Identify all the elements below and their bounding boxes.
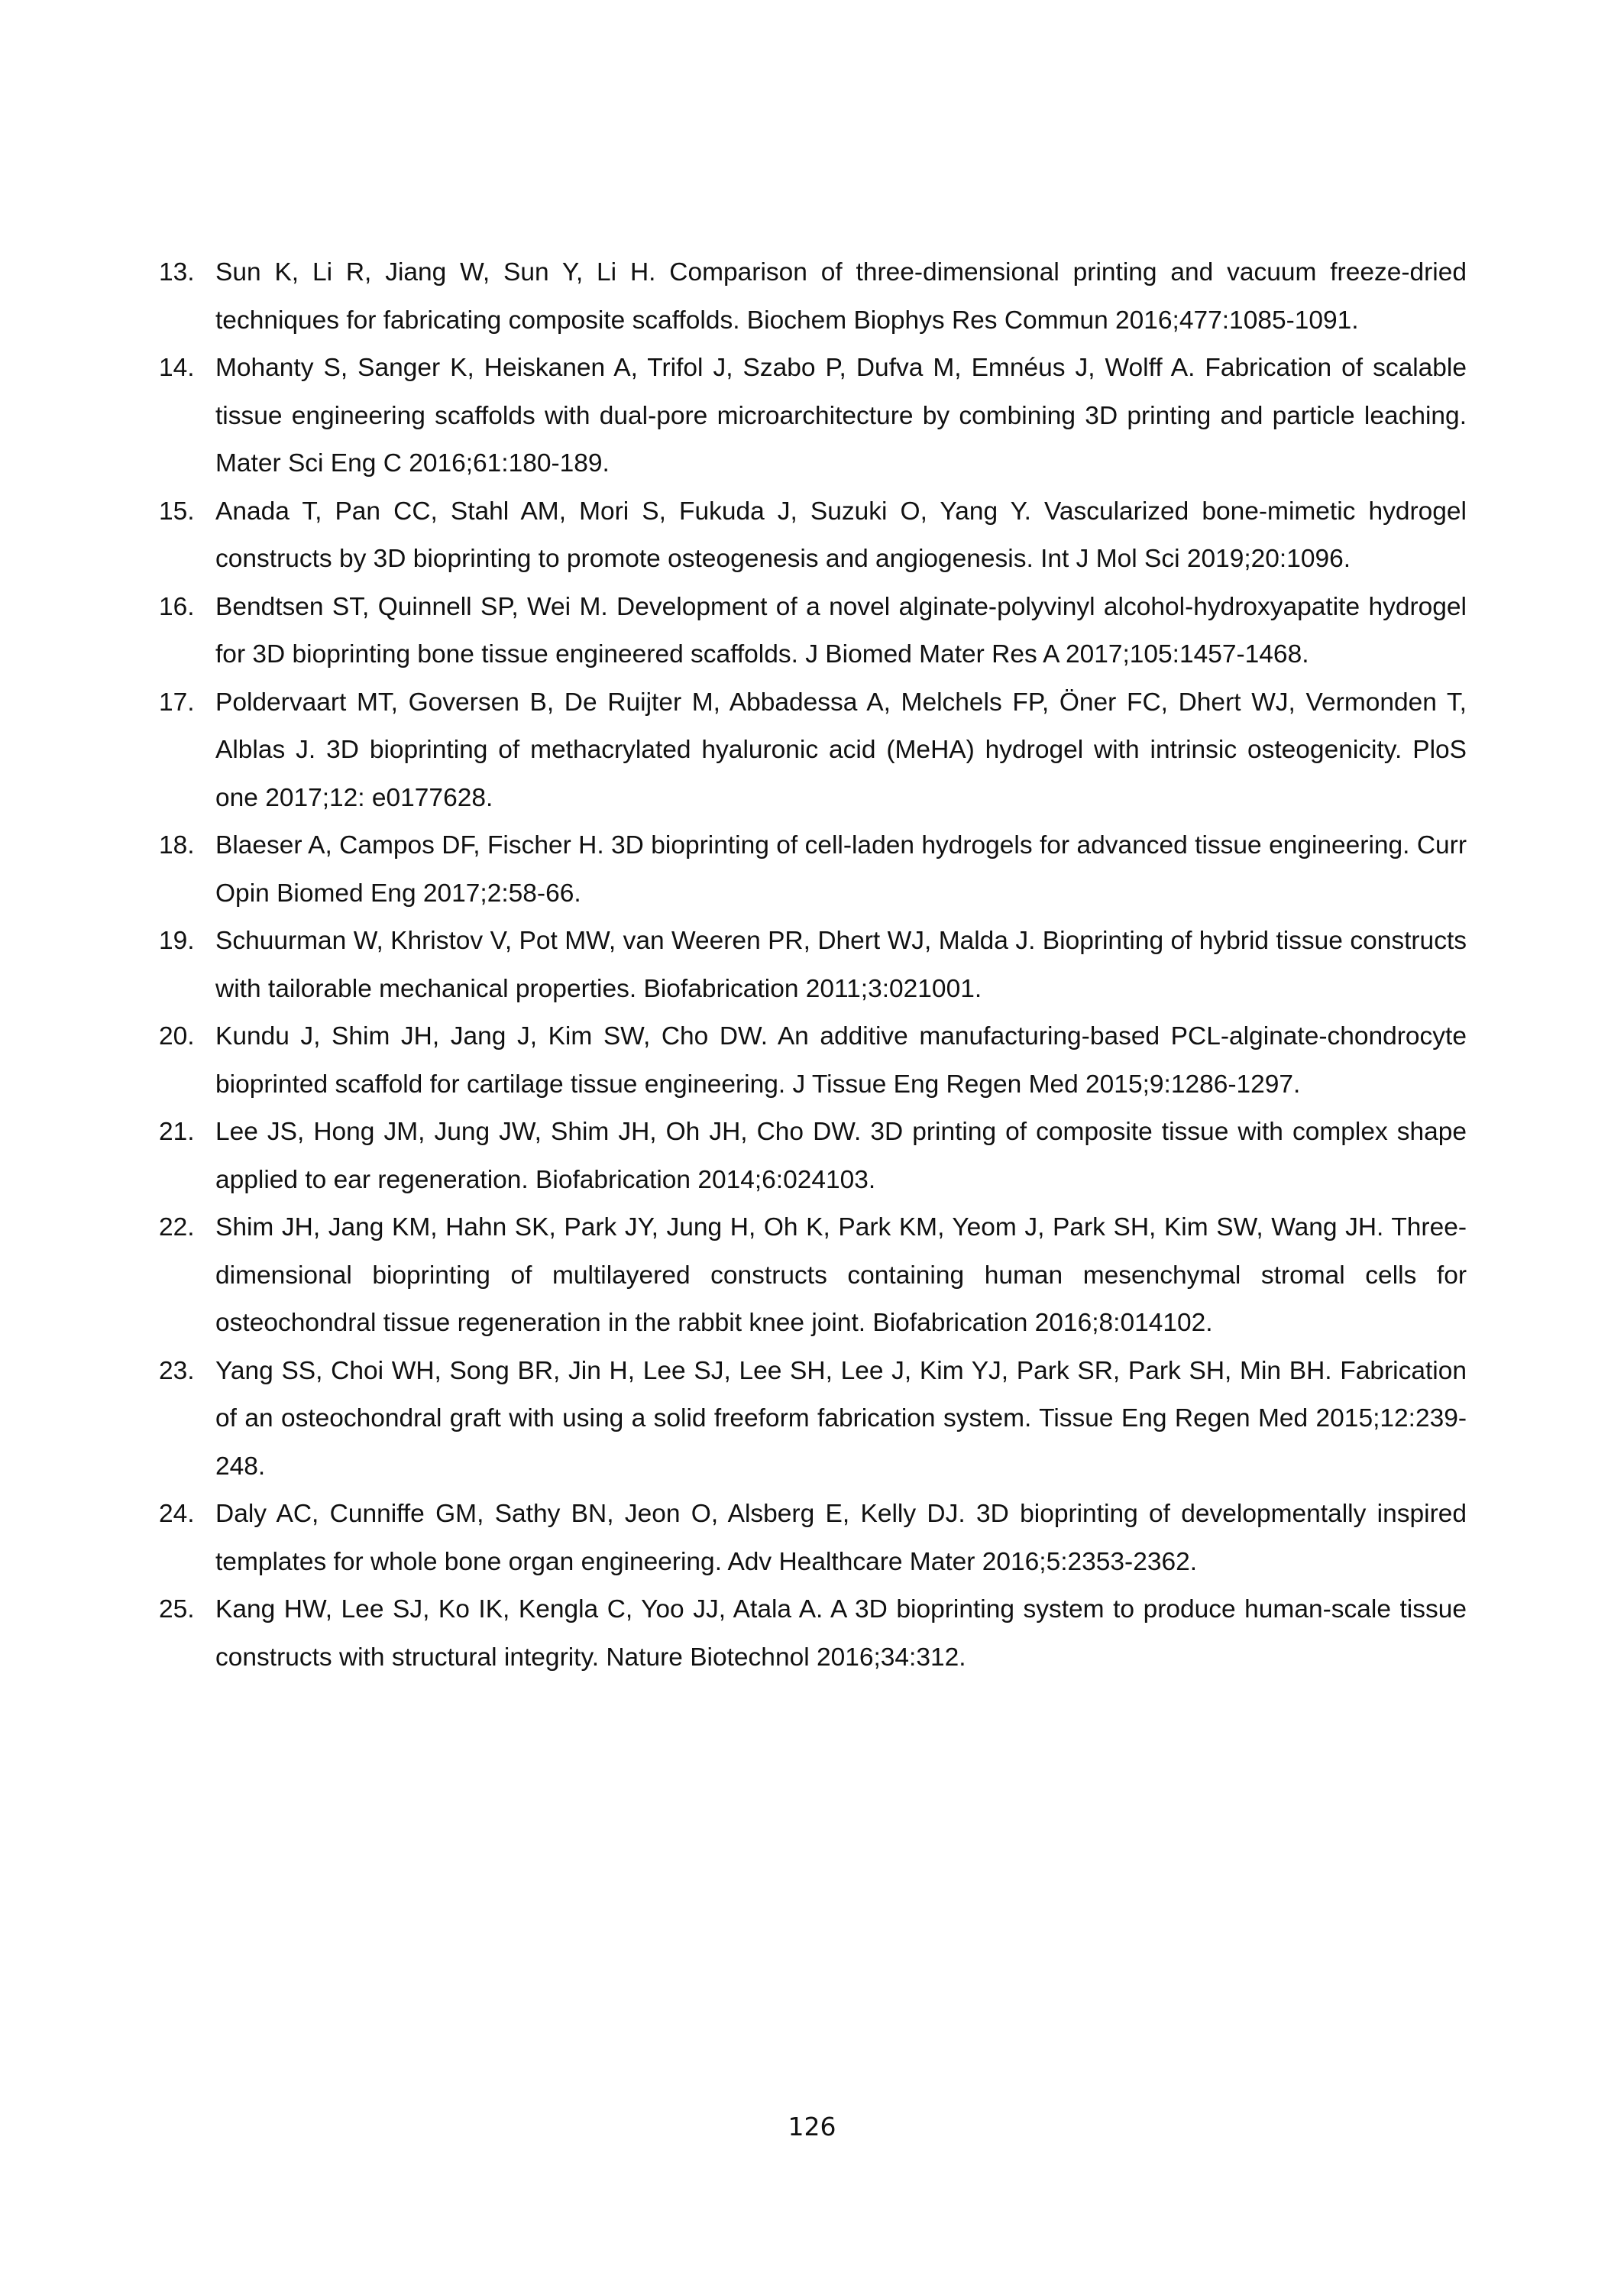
reference-text: Lee JS, Hong JM, Jung JW, Shim JH, Oh JH, Cho DW. 3D printing of composite tissue with complex shape applied to ear regeneration. Biofabrication 2014;6:024103.	[215, 1118, 1467, 1194]
page-number: 126	[788, 2112, 836, 2141]
reference-number: 18.	[159, 831, 195, 860]
reference-number: 24.	[159, 1500, 195, 1528]
reference-text: Kang HW, Lee SJ, Ko IK, Kengla C, Yoo JJ, Atala A. A 3D bioprinting system to produce human-scale tissue constructs with structural integrity. Nature Biotechnol 2016;34:312.	[215, 1595, 1467, 1672]
reference-item	[159, 1586, 1467, 1682]
reference-number: 17.	[159, 688, 195, 717]
reference-number: 20.	[159, 1022, 195, 1050]
reference-text: Bendtsen ST, Quinnell SP, Wei M. Development of a novel alginate-polyvinyl alcohol-hydroxyapatite hydrogel for 3D bioprinting bone tissue engineered scaffolds. J Biomed Mater Res A 2017;105:1457-1468.	[215, 592, 1467, 668]
reference-number: 13.	[159, 258, 195, 286]
reference-number: 21.	[159, 1118, 195, 1146]
reference-item	[159, 249, 1467, 345]
reference-text: Yang SS, Choi WH, Song BR, Jin H, Lee SJ, Lee SH, Lee J, Kim YJ, Park SR, Park SH, Min BH. Fabrication of an osteochondral graft with using a solid freeform fabrication system. Tissue Eng Regen Med 2015;12:239-248.	[215, 1356, 1467, 1481]
reference-item	[159, 1109, 1467, 1204]
reference-text: Blaeser A, Campos DF, Fischer H. 3D bioprinting of cell-laden hydrogels for advanced tissue engineering. Curr Opin Biomed Eng 2017;2:58-66.	[215, 831, 1467, 908]
reference-item	[159, 488, 1467, 584]
reference-item	[159, 822, 1467, 918]
reference-item	[159, 1491, 1467, 1586]
reference-text: Poldervaart MT, Goversen B, De Ruijter M, Abbadessa A, Melchels FP, Öner FC, Dhert WJ, Vermonden T, Alblas J. 3D bioprinting of methacrylated hyaluronic acid (MeHA) hydrogel with intrinsic osteogenicity. PloS one 2017;12: e0177628.	[215, 688, 1467, 812]
reference-text: Shim JH, Jang KM, Hahn SK, Park JY, Jung H, Oh K, Park KM, Yeom J, Park SH, Kim SW, Wang JH. Three-dimensional bioprinting of multilayered constructs containing human mesenchymal stromal cells for osteochondral tissue regeneration in the rabbit knee joint. Biofabrication 2016;8:014102.	[215, 1213, 1467, 1337]
reference-number: 23.	[159, 1356, 195, 1385]
reference-text: Mohanty S, Sanger K, Heiskanen A, Trifol J, Szabo P, Dufva M, Emnéus J, Wolff A. Fabrication of scalable tissue engineering scaffolds with dual-pore microarchitecture by combining 3D printing and particle leaching. Mater Sci Eng C 2016;61:180-189.	[215, 354, 1467, 478]
reference-item	[159, 1348, 1467, 1491]
reference-item	[159, 345, 1467, 488]
reference-number: 15.	[159, 497, 195, 526]
reference-number: 14.	[159, 354, 195, 382]
reference-text: Daly AC, Cunniffe GM, Sathy BN, Jeon O, Alsberg E, Kelly DJ. 3D bioprinting of developmentally inspired templates for whole bone organ engineering. Adv Healthcare Mater 2016;5:2353-2362.	[215, 1500, 1467, 1576]
reference-number: 25.	[159, 1595, 195, 1624]
reference-item	[159, 1204, 1467, 1348]
reference-item	[159, 679, 1467, 823]
reference-text: Kundu J, Shim JH, Jang J, Kim SW, Cho DW. An additive manufacturing-based PCL-alginate-chondrocyte bioprinted scaffold for cartilage tissue engineering. J Tissue Eng Regen Med 2015;9:1286-1297.	[215, 1022, 1467, 1099]
reference-item	[159, 1013, 1467, 1109]
reference-item	[159, 584, 1467, 679]
reference-number: 22.	[159, 1213, 195, 1242]
reference-number: 16.	[159, 592, 195, 621]
reference-text: Sun K, Li R, Jiang W, Sun Y, Li H. Comparison of three-dimensional printing and vacuum freeze-dried techniques for fabricating composite scaffolds. Biochem Biophys Res Commun 2016;477:1085-1091.	[215, 258, 1467, 335]
reference-item	[159, 918, 1467, 1013]
reference-list	[159, 249, 1467, 1682]
reference-text: Anada T, Pan CC, Stahl AM, Mori S, Fukuda J, Suzuki O, Yang Y. Vascularized bone-mimetic hydrogel constructs by 3D bioprinting to promote osteogenesis and angiogenesis. Int J Mol Sci 2019;20:1096.	[215, 497, 1467, 573]
reference-text: Schuurman W, Khristov V, Pot MW, van Weeren PR, Dhert WJ, Malda J. Bioprinting of hybrid tissue constructs with tailorable mechanical properties. Biofabrication 2011;3:021001.	[215, 927, 1467, 1003]
reference-number: 19.	[159, 927, 195, 955]
